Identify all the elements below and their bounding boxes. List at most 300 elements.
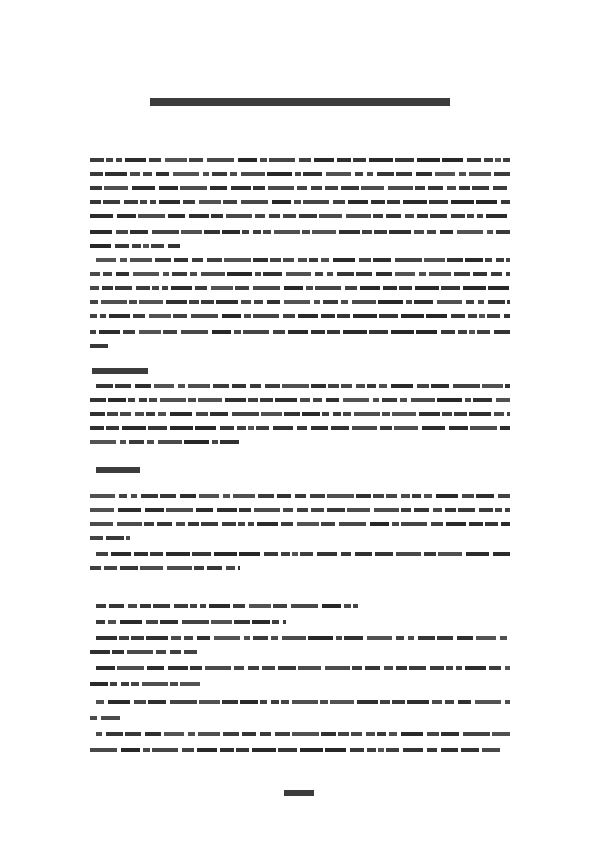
text-word xyxy=(506,258,510,262)
text-word xyxy=(504,314,510,318)
text-word xyxy=(486,214,507,218)
text-word xyxy=(183,200,195,204)
text-word xyxy=(203,172,209,176)
text-word xyxy=(283,258,294,262)
text-word xyxy=(415,286,439,290)
text-word xyxy=(109,314,130,318)
text-word xyxy=(115,244,129,248)
text-word xyxy=(148,700,166,704)
text-word xyxy=(212,172,227,176)
text-word xyxy=(495,508,502,512)
text-word xyxy=(473,272,487,276)
text-word xyxy=(96,620,105,624)
text-word xyxy=(442,158,463,162)
text-word xyxy=(90,398,106,402)
text-word xyxy=(162,286,168,290)
text-word xyxy=(256,426,269,430)
text-word xyxy=(405,214,414,218)
text-word xyxy=(441,330,455,334)
text-word xyxy=(184,636,193,640)
text-word xyxy=(127,650,153,654)
text-word xyxy=(297,426,307,430)
text-word xyxy=(453,384,480,388)
text-word xyxy=(466,300,474,304)
text-word xyxy=(138,214,165,218)
text-word xyxy=(241,172,265,176)
text-word xyxy=(369,330,388,334)
text-word xyxy=(507,412,510,416)
text-word xyxy=(216,300,238,304)
text-word xyxy=(190,666,202,670)
text-word xyxy=(427,230,436,234)
text-word xyxy=(284,300,310,304)
text-word xyxy=(321,258,329,262)
text-word xyxy=(469,172,491,176)
text-word xyxy=(132,244,141,248)
text-line xyxy=(90,214,510,219)
text-word xyxy=(338,732,349,736)
text-word xyxy=(180,682,200,686)
text-word xyxy=(401,732,423,736)
text-word xyxy=(168,214,185,218)
text-word xyxy=(240,700,258,704)
text-word xyxy=(326,398,339,402)
text-word xyxy=(207,566,222,570)
text-word xyxy=(248,522,254,526)
text-word xyxy=(90,508,114,512)
text-word xyxy=(210,412,228,416)
text-word xyxy=(432,700,442,704)
text-word xyxy=(153,604,170,608)
text-word xyxy=(458,700,471,704)
text-word xyxy=(220,440,239,444)
text-word xyxy=(148,426,167,430)
text-word xyxy=(353,158,366,162)
text-word xyxy=(111,552,131,556)
text-word xyxy=(437,300,462,304)
text-word xyxy=(314,300,320,304)
text-word xyxy=(328,384,339,388)
text-word xyxy=(90,494,115,498)
text-word xyxy=(96,732,102,736)
text-word xyxy=(108,700,130,704)
text-word xyxy=(232,412,259,416)
text-word xyxy=(222,522,236,526)
text-line xyxy=(96,604,358,609)
text-word xyxy=(104,566,117,570)
text-word xyxy=(260,732,271,736)
text-line xyxy=(90,286,510,291)
text-word xyxy=(90,314,97,318)
text-word xyxy=(90,344,108,348)
text-word xyxy=(90,230,112,234)
text-word xyxy=(165,158,187,162)
text-word xyxy=(419,272,426,276)
text-word xyxy=(303,172,322,176)
text-word xyxy=(451,200,474,204)
text-word xyxy=(267,172,292,176)
text-line xyxy=(90,650,200,655)
heading-block-2 xyxy=(96,467,140,473)
text-line xyxy=(90,398,510,403)
text-line xyxy=(90,716,120,721)
text-word xyxy=(118,508,141,512)
text-word xyxy=(242,732,256,736)
text-word xyxy=(255,214,265,218)
text-word xyxy=(237,426,246,430)
text-word xyxy=(500,636,507,640)
text-word xyxy=(120,440,126,444)
text-word xyxy=(411,398,435,402)
text-word xyxy=(129,440,144,444)
text-word xyxy=(461,748,479,752)
text-word xyxy=(152,748,178,752)
text-word xyxy=(170,650,181,654)
text-word xyxy=(291,604,318,608)
text-word xyxy=(188,384,210,388)
text-word xyxy=(412,494,421,498)
text-word xyxy=(343,398,369,402)
text-word xyxy=(417,158,440,162)
text-word xyxy=(429,272,451,276)
text-word xyxy=(90,522,113,526)
text-word xyxy=(270,258,281,262)
text-word xyxy=(451,214,465,218)
text-word xyxy=(205,666,231,670)
text-word xyxy=(493,552,510,556)
text-word xyxy=(178,384,185,388)
text-word xyxy=(176,522,185,526)
text-word xyxy=(292,732,319,736)
text-word xyxy=(147,440,154,444)
text-word xyxy=(189,158,203,162)
text-word xyxy=(457,636,473,640)
text-word xyxy=(90,214,113,218)
text-word xyxy=(488,286,509,290)
text-word xyxy=(379,314,398,318)
text-word xyxy=(90,244,111,248)
text-word xyxy=(120,566,138,570)
text-word xyxy=(140,200,147,204)
text-word xyxy=(123,330,135,334)
text-word xyxy=(144,522,154,526)
text-line xyxy=(90,158,510,163)
text-word xyxy=(507,300,510,304)
text-word xyxy=(354,412,380,416)
text-word xyxy=(260,700,267,704)
text-word xyxy=(445,700,454,704)
text-word xyxy=(199,494,219,498)
text-word xyxy=(352,300,376,304)
text-word xyxy=(254,508,280,512)
text-word xyxy=(190,272,197,276)
text-word xyxy=(441,732,459,736)
text-word xyxy=(503,158,510,162)
text-word xyxy=(253,636,268,640)
text-word xyxy=(395,258,422,262)
text-word xyxy=(451,314,465,318)
text-word xyxy=(231,186,251,190)
text-word xyxy=(331,426,349,430)
text-word xyxy=(300,748,323,752)
text-word xyxy=(117,522,142,526)
text-word xyxy=(192,258,203,262)
text-word xyxy=(416,172,432,176)
text-word xyxy=(244,314,251,318)
text-word xyxy=(370,522,389,526)
text-word xyxy=(119,494,127,498)
text-word xyxy=(232,384,246,388)
text-word xyxy=(431,384,449,388)
text-word xyxy=(375,552,393,556)
text-word xyxy=(485,258,492,262)
text-word xyxy=(96,552,108,556)
text-word xyxy=(445,508,456,512)
text-word xyxy=(463,732,490,736)
text-word xyxy=(306,286,313,290)
text-word xyxy=(134,700,146,704)
text-word xyxy=(180,186,207,190)
text-word xyxy=(465,398,471,402)
text-word xyxy=(212,440,218,444)
text-word xyxy=(484,158,493,162)
text-word xyxy=(352,426,377,430)
text-word xyxy=(466,552,489,556)
text-word xyxy=(222,314,241,318)
text-word xyxy=(477,330,490,334)
text-word xyxy=(459,186,470,190)
text-word xyxy=(299,158,311,162)
text-word xyxy=(100,314,106,318)
text-word xyxy=(325,666,350,670)
text-word xyxy=(235,286,249,290)
text-word xyxy=(494,172,510,176)
text-word xyxy=(382,412,390,416)
text-word xyxy=(268,186,294,190)
text-word xyxy=(96,384,113,388)
text-word xyxy=(158,412,166,416)
text-word xyxy=(321,522,335,526)
text-word xyxy=(96,700,104,704)
text-word xyxy=(415,186,425,190)
text-word xyxy=(494,412,504,416)
text-word xyxy=(139,398,147,402)
text-word xyxy=(90,286,99,290)
text-line xyxy=(90,440,240,445)
text-word xyxy=(163,330,177,334)
text-word xyxy=(119,636,129,640)
text-word xyxy=(190,604,197,608)
text-word xyxy=(417,214,428,218)
text-word xyxy=(90,186,102,190)
text-word xyxy=(209,604,230,608)
text-line xyxy=(96,732,510,737)
text-word xyxy=(106,426,119,430)
text-word xyxy=(295,494,306,498)
text-word xyxy=(302,230,310,234)
text-word xyxy=(163,272,169,276)
text-word xyxy=(116,272,129,276)
text-word xyxy=(222,700,238,704)
text-word xyxy=(311,508,324,512)
text-word xyxy=(170,426,193,430)
text-word xyxy=(171,286,192,290)
text-word xyxy=(501,200,510,204)
text-word xyxy=(401,508,411,512)
text-word xyxy=(174,258,188,262)
text-word xyxy=(384,666,393,670)
text-word xyxy=(436,494,458,498)
text-word xyxy=(238,566,240,570)
text-word xyxy=(429,200,448,204)
text-word xyxy=(252,620,270,624)
text-word xyxy=(272,200,291,204)
text-word xyxy=(505,508,510,512)
text-word xyxy=(309,258,318,262)
text-word xyxy=(265,384,280,388)
text-word xyxy=(401,494,410,498)
text-word xyxy=(406,300,412,304)
text-word xyxy=(90,426,104,430)
text-word xyxy=(125,158,146,162)
text-word xyxy=(263,230,271,234)
text-word xyxy=(417,384,429,388)
text-word xyxy=(333,258,355,262)
text-word xyxy=(254,300,263,304)
text-word xyxy=(90,300,98,304)
text-word xyxy=(449,426,468,430)
text-word xyxy=(373,258,391,262)
text-word xyxy=(227,272,252,276)
text-word xyxy=(319,214,342,218)
text-word xyxy=(485,522,498,526)
text-word xyxy=(323,300,338,304)
text-word xyxy=(478,300,484,304)
text-word xyxy=(226,566,235,570)
text-word xyxy=(253,186,265,190)
text-word xyxy=(376,272,392,276)
text-word xyxy=(117,214,136,218)
text-word xyxy=(198,398,222,402)
text-word xyxy=(465,666,486,670)
text-word xyxy=(447,186,456,190)
text-word xyxy=(505,666,510,670)
text-word xyxy=(90,650,110,654)
text-word xyxy=(90,158,104,162)
text-word xyxy=(341,300,348,304)
text-word xyxy=(201,522,218,526)
text-word xyxy=(383,286,397,290)
text-word xyxy=(135,384,151,388)
text-word xyxy=(275,732,290,736)
text-word xyxy=(283,508,293,512)
text-word xyxy=(428,186,443,190)
text-line xyxy=(90,172,510,177)
text-word xyxy=(386,214,401,218)
text-word xyxy=(115,286,132,290)
text-word xyxy=(146,412,155,416)
text-word xyxy=(347,508,370,512)
text-line xyxy=(96,636,510,641)
text-word xyxy=(167,566,192,570)
text-word xyxy=(131,682,139,686)
text-word xyxy=(341,186,359,190)
text-word xyxy=(325,748,346,752)
text-word xyxy=(131,494,137,498)
text-word xyxy=(274,230,300,234)
text-word xyxy=(353,604,358,608)
text-word xyxy=(320,700,328,704)
text-word xyxy=(348,200,368,204)
text-word xyxy=(321,732,336,736)
text-word xyxy=(99,330,120,334)
text-word xyxy=(96,604,106,608)
text-word xyxy=(103,200,120,204)
text-word xyxy=(96,258,116,262)
text-word xyxy=(430,666,444,670)
text-word xyxy=(396,636,404,640)
text-word xyxy=(284,412,300,416)
text-word xyxy=(414,300,433,304)
text-word xyxy=(361,186,384,190)
text-word xyxy=(355,552,372,556)
text-word xyxy=(446,666,453,670)
text-word xyxy=(115,384,131,388)
text-line xyxy=(90,748,500,753)
text-word xyxy=(273,426,293,430)
text-word xyxy=(90,272,100,276)
text-word xyxy=(292,700,318,704)
text-word xyxy=(457,230,483,234)
text-word xyxy=(126,536,130,540)
text-word xyxy=(367,748,376,752)
text-word xyxy=(207,158,234,162)
text-line xyxy=(96,384,510,389)
text-word xyxy=(333,200,345,204)
text-word xyxy=(184,440,209,444)
text-word xyxy=(407,700,429,704)
text-line xyxy=(96,258,510,263)
text-word xyxy=(302,412,320,416)
text-word xyxy=(222,230,240,234)
text-word xyxy=(130,258,152,262)
text-line xyxy=(90,522,510,527)
text-word xyxy=(299,214,317,218)
text-word xyxy=(414,508,429,512)
text-word xyxy=(298,258,307,262)
text-word xyxy=(166,300,187,304)
text-word xyxy=(352,666,362,670)
text-word xyxy=(271,636,278,640)
text-word xyxy=(392,412,416,416)
text-word xyxy=(380,426,392,430)
text-word xyxy=(90,682,108,686)
text-word xyxy=(188,522,199,526)
text-word xyxy=(326,172,351,176)
text-word xyxy=(249,604,271,608)
text-word xyxy=(313,398,322,402)
text-word xyxy=(424,258,445,262)
text-word xyxy=(197,636,210,640)
text-word xyxy=(104,186,128,190)
text-line xyxy=(90,244,180,249)
text-word xyxy=(156,650,166,654)
text-word xyxy=(152,230,179,234)
text-word xyxy=(108,620,116,624)
text-word xyxy=(355,172,363,176)
text-word xyxy=(373,214,383,218)
text-word xyxy=(431,522,443,526)
